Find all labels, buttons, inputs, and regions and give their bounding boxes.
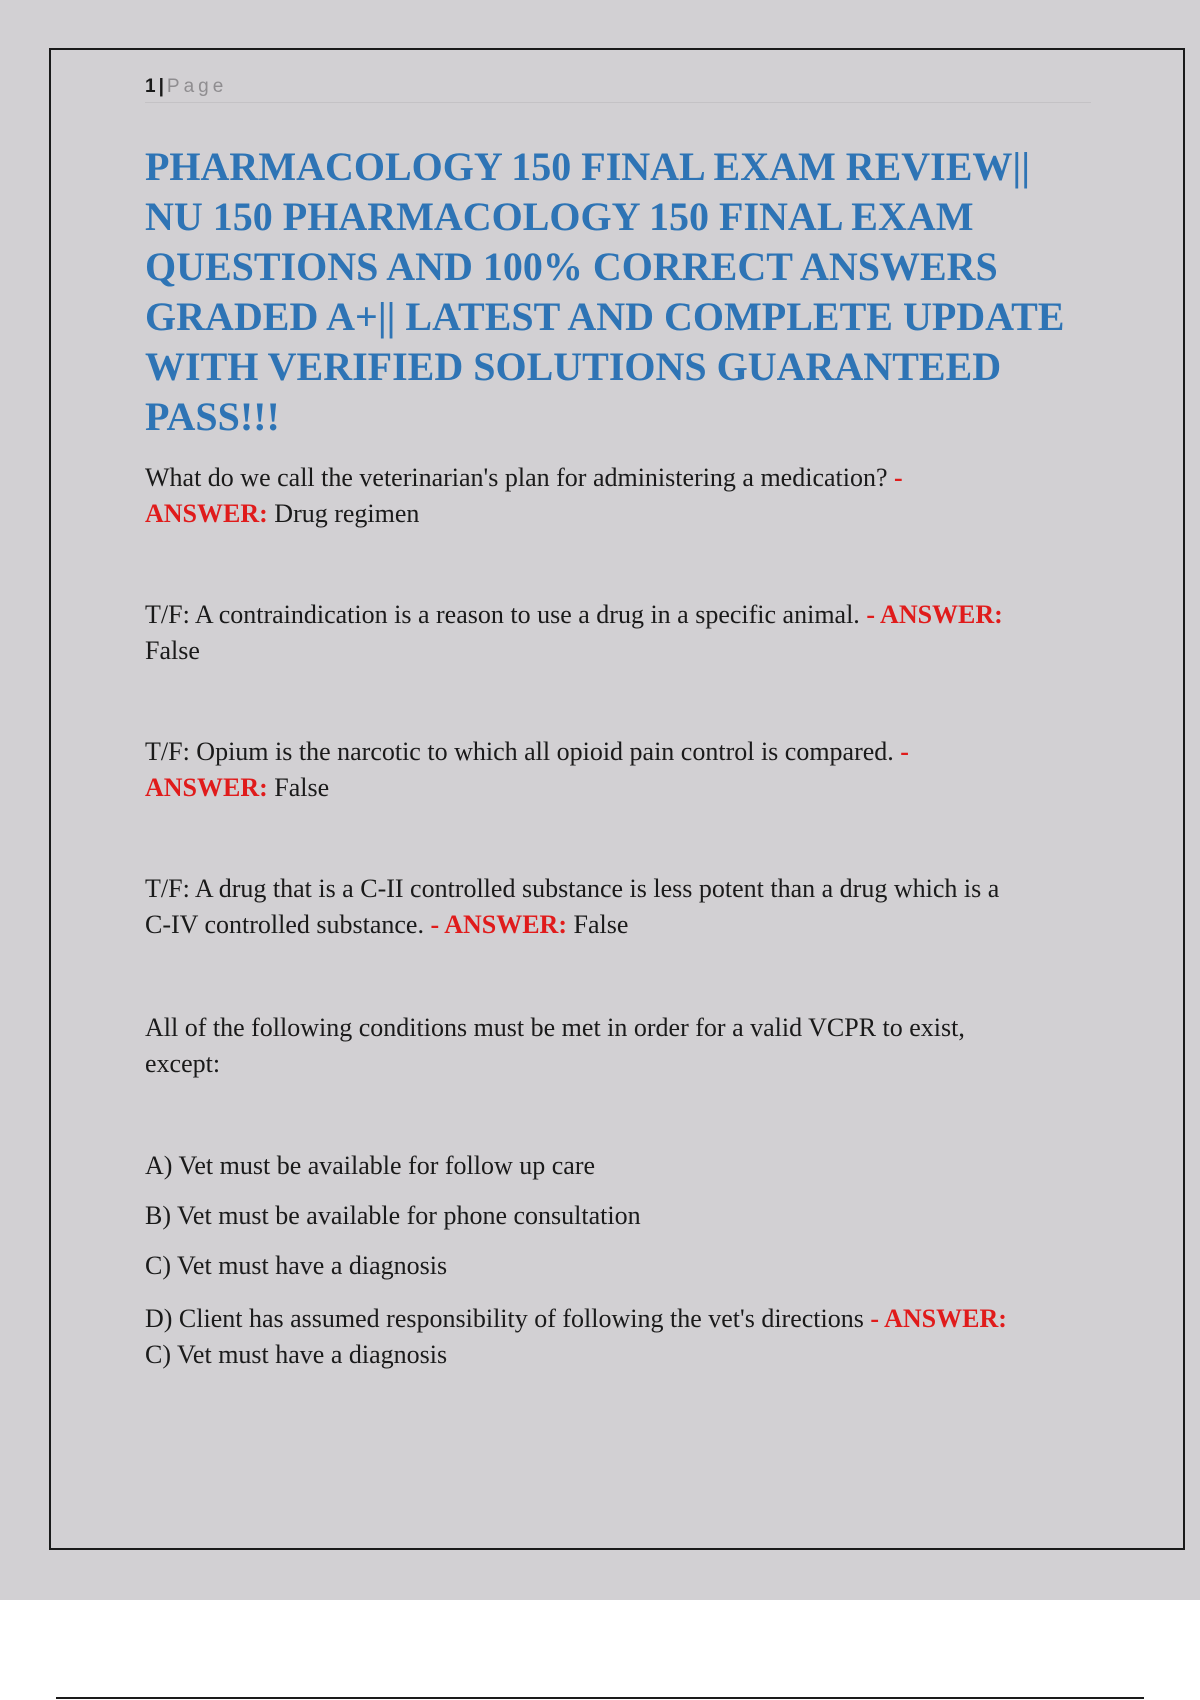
question-2 xyxy=(145,597,1105,669)
question-text-continued: C-IV controlled substance. xyxy=(145,910,424,939)
title-line: WITH VERIFIED SOLUTIONS GUARANTEED xyxy=(145,344,1002,389)
title-line: QUESTIONS AND 100% CORRECT ANSWERS xyxy=(145,244,998,289)
question-3 xyxy=(145,734,1105,806)
option-c: C) Vet must have a diagnosis xyxy=(145,1251,448,1280)
question-1 xyxy=(145,460,1105,532)
answer-text: False xyxy=(267,773,330,802)
page-separator: | xyxy=(158,76,164,97)
answer-label: ANSWER: xyxy=(145,499,268,528)
question-text: T/F: A contraindication is a reason to use a drug in a specific animal. xyxy=(145,600,860,629)
option-b: B) Vet must be available for phone consultation xyxy=(145,1201,641,1230)
title-line: PHARMACOLOGY 150 FINAL EXAM REVIEW|| xyxy=(145,144,1031,189)
title-line: GRADED A+|| LATEST AND COMPLETE UPDATE xyxy=(145,294,1065,339)
answer-label: - ANSWER: xyxy=(863,1304,1007,1333)
title-line: PASS!!! xyxy=(145,394,280,439)
page-header xyxy=(145,72,1091,103)
footer-divider xyxy=(56,1697,1144,1699)
answer-dash: - xyxy=(887,463,903,492)
option-d-text: D) Client has assumed responsibility of following the vet's directions xyxy=(145,1304,864,1333)
answer-text: False xyxy=(566,910,629,939)
answer-text: Drug regimen xyxy=(267,499,420,528)
question-5 xyxy=(145,1010,1105,1082)
answer-text: False xyxy=(145,636,200,665)
answer-label: - ANSWER: xyxy=(859,600,1003,629)
answer-label: - ANSWER: xyxy=(423,910,567,939)
question-text-continued: except: xyxy=(145,1049,221,1078)
page-number: 1 xyxy=(145,76,156,97)
question-text: What do we call the veterinarian's plan for administering a medication? xyxy=(145,463,888,492)
title-line: NU 150 PHARMACOLOGY 150 FINAL EXAM xyxy=(145,194,974,239)
question-text: All of the following conditions must be met in order for a valid VCPR to exist, xyxy=(145,1013,965,1042)
answer-text: C) Vet must have a diagnosis xyxy=(145,1340,448,1369)
question-4 xyxy=(145,871,1105,943)
question-text: T/F: A drug that is a C-II controlled substance is less potent than a drug which is a xyxy=(145,874,1000,903)
answer-label: ANSWER: xyxy=(145,773,268,802)
option-a: A) Vet must be available for follow up care xyxy=(145,1151,596,1180)
question-text: T/F: Opium is the narcotic to which all opioid pain control is compared. xyxy=(145,737,894,766)
page-label: Page xyxy=(166,76,228,97)
answer-dash: - xyxy=(893,737,909,766)
document-title xyxy=(145,142,1105,442)
option-d xyxy=(145,1301,1105,1373)
